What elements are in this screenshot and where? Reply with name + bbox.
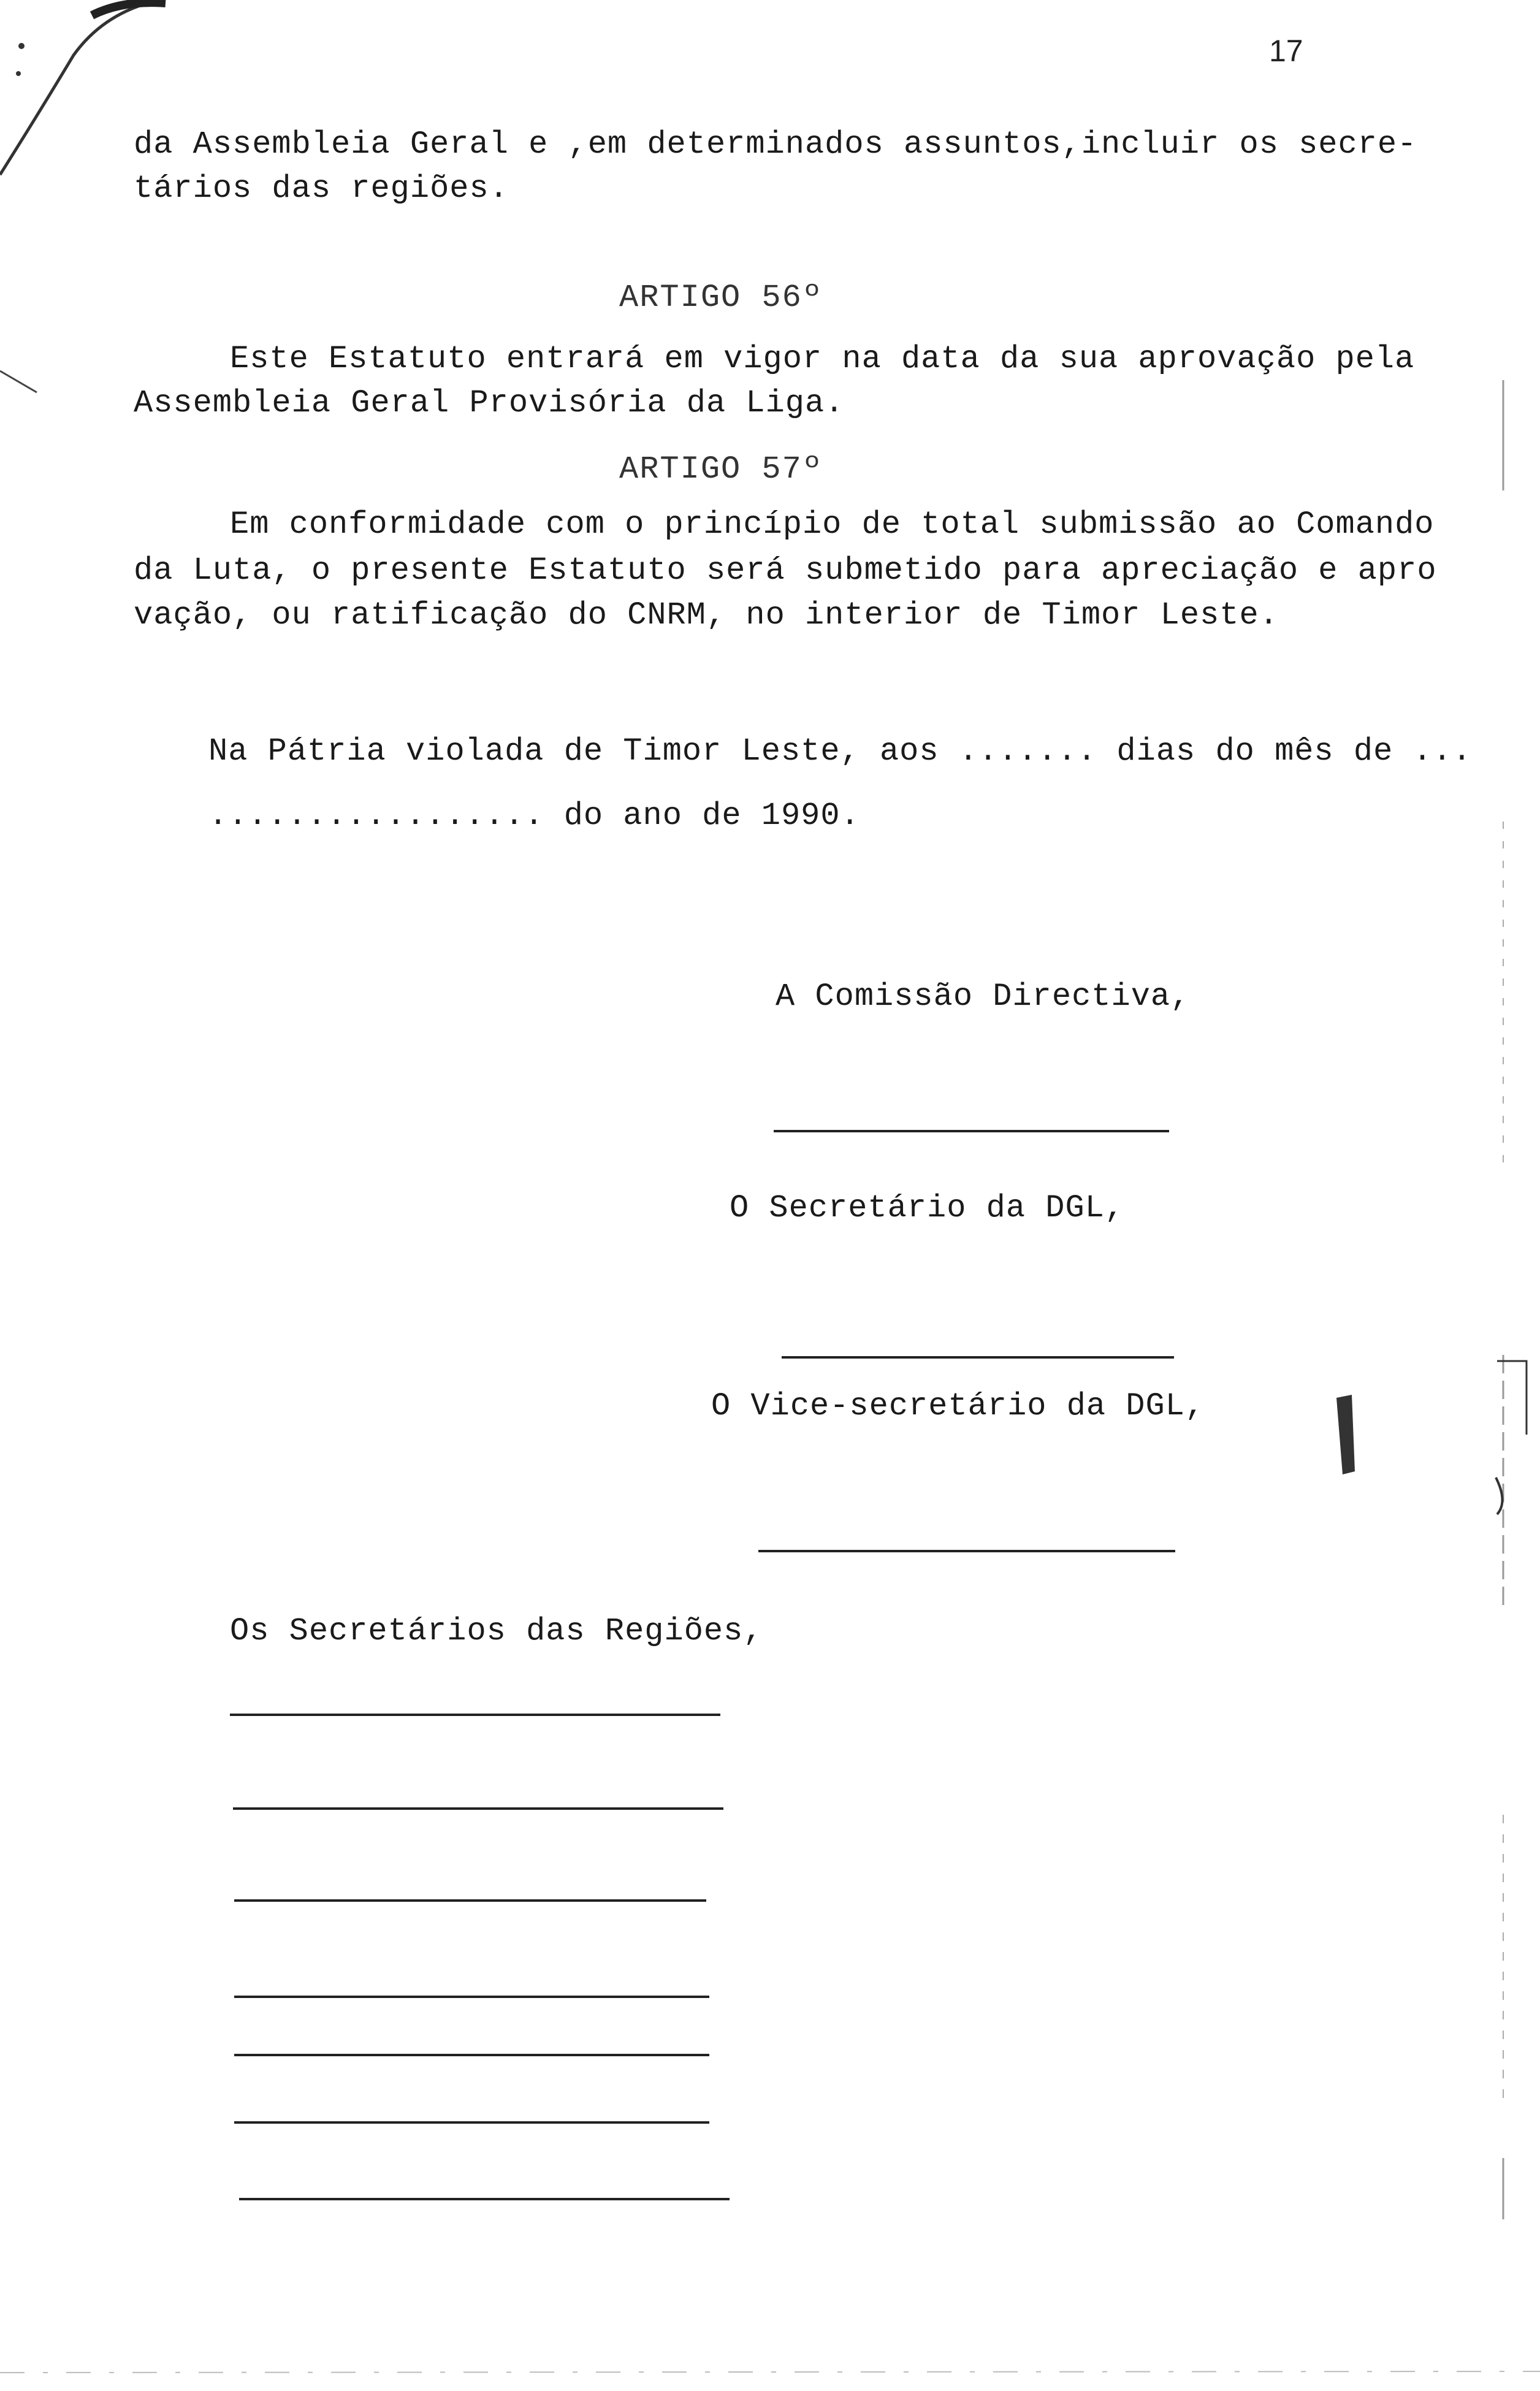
regional-secretaries-label: Os Secretários das Regiões,	[230, 1613, 763, 1649]
left-margin-tick	[0, 368, 43, 405]
continuation-line-2: tários das regiões.	[134, 170, 509, 207]
vice-secretary-signature-line	[758, 1550, 1175, 1552]
continuation-line-1: da Assembleia Geral e ,em determinados assuntos,incluir os secre-	[134, 126, 1417, 162]
bottom-edge-line	[0, 2366, 1540, 2379]
article-57-line-2: da Luta, o presente Estatuto será submetido para apreciação e apro	[134, 552, 1437, 589]
closing-line-2: ................. do ano de 1990.	[208, 798, 860, 834]
secretary-label: O Secretário da DGL,	[730, 1190, 1125, 1226]
article-56-line-2: Assembleia Geral Provisória da Liga.	[134, 385, 845, 421]
article-56-heading: ARTIGO 56º	[619, 280, 823, 316]
article-57-line-3: vação, ou ratificação do CNRM, no interior de Timor Leste.	[134, 597, 1279, 633]
commission-label: A Comissão Directiva,	[776, 978, 1191, 1015]
closing-line-1: Na Pátria violada de Timor Leste, aos ....... dias do mês de ...	[208, 733, 1473, 769]
page-number: 17	[1269, 34, 1303, 68]
article-57-heading: ARTIGO 57º	[619, 451, 823, 487]
binder-clip-mark	[1324, 1392, 1367, 1478]
article-56-line-1: Este Estatuto entrará em vigor na data da sua aprovação pela	[230, 341, 1415, 377]
regional-signature-line	[234, 1996, 709, 1998]
regional-signature-line	[233, 1807, 723, 1810]
regional-signature-line	[239, 2198, 730, 2200]
secretary-signature-line	[782, 1356, 1174, 1359]
regional-signature-line	[234, 1899, 706, 1902]
regional-signature-line	[234, 2054, 709, 2056]
right-margin-punch-marks	[1490, 380, 1539, 2281]
regional-signature-line	[230, 1714, 720, 1716]
regional-signature-line	[234, 2121, 709, 2124]
vice-secretary-label: O Vice-secretário da DGL,	[711, 1388, 1205, 1424]
article-57-line-1: Em conformidade com o princípio de total submissão ao Comando	[230, 506, 1435, 543]
commission-signature-line	[774, 1130, 1169, 1132]
